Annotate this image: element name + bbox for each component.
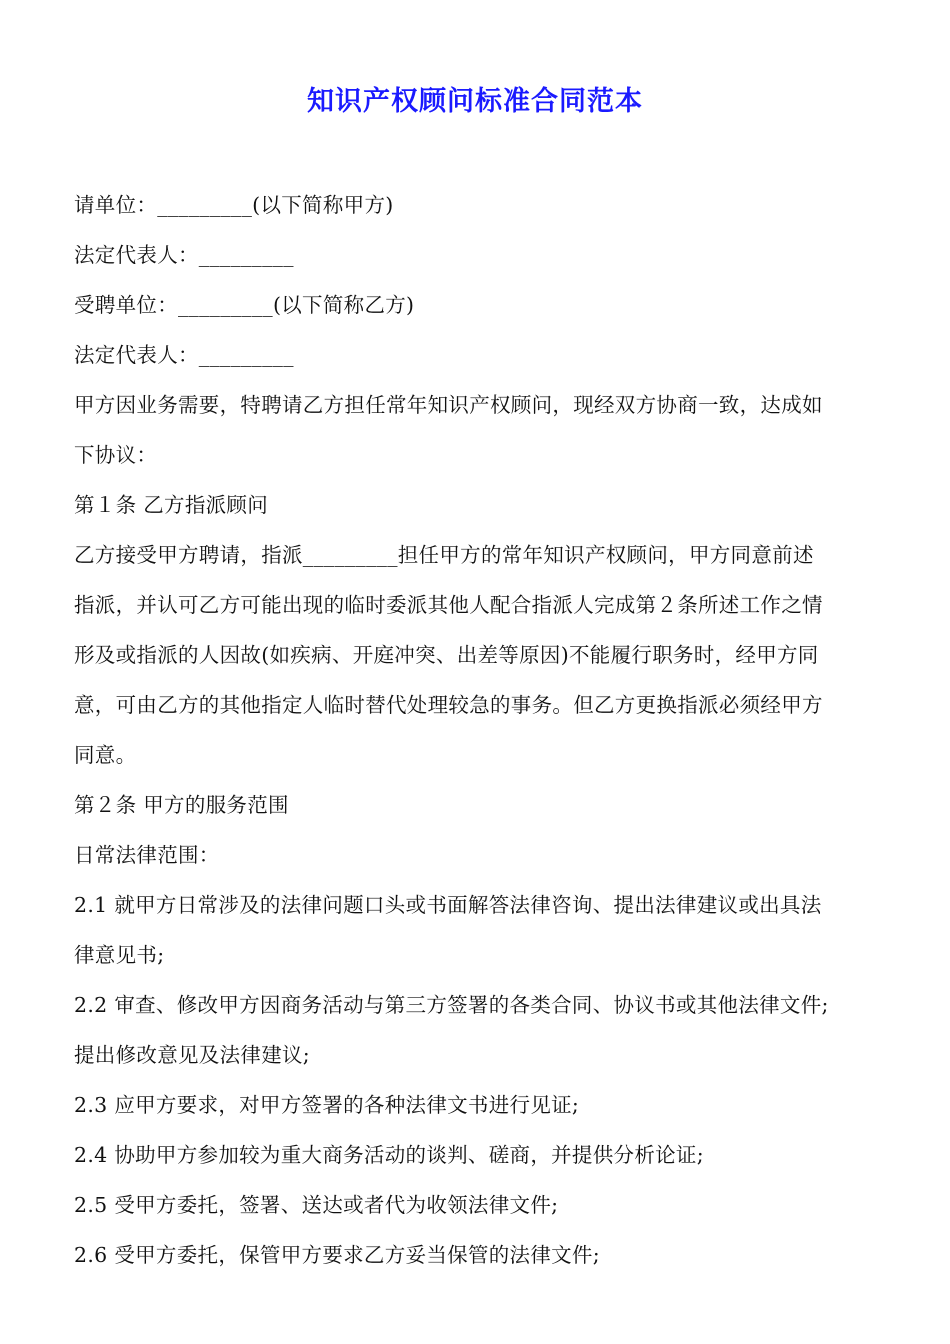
text-line: 指派，并认可乙方可能出现的临时委派其他人配合指派人完成第２条所述工作之情 xyxy=(74,593,823,617)
text-line: 法定代表人：_________ xyxy=(74,343,294,367)
text-line: 请单位：_________(以下简称甲方) xyxy=(74,193,394,217)
text-line: 受聘单位：_________(以下简称乙方) xyxy=(74,293,415,317)
text-line: 形及或指派的人因故(如疾病、开庭冲突、出差等原因)不能履行职务时，经甲方同 xyxy=(74,643,819,667)
text-line: 同意。 xyxy=(74,743,137,767)
clause-line: 2.5 受甲方委托，签署、送达或者代为收领法律文件; xyxy=(74,1193,559,1217)
clause-line: 2.1 就甲方日常涉及的法律问题口头或书面解答法律咨询、提出法律建议或出具法 xyxy=(74,893,822,917)
clause-line: 2.4 协助甲方参加较为重大商务活动的谈判、磋商，并提供分析论证; xyxy=(74,1143,704,1167)
document-body xyxy=(74,180,894,1280)
text-line: 意，可由乙方的其他指定人临时替代处理较急的事务。但乙方更换指派必须经甲方 xyxy=(74,693,823,717)
article-heading: 第１条 乙方指派顾问 xyxy=(74,493,269,517)
text-line: 下协议： xyxy=(74,443,158,467)
clause-line: 2.3 应甲方要求，对甲方签署的各种法律文书进行见证; xyxy=(74,1093,580,1117)
text-line: 乙方接受甲方聘请，指派_________担任甲方的常年知识产权顾问，甲方同意前述 xyxy=(74,543,814,567)
text-line: 甲方因业务需要，特聘请乙方担任常年知识产权顾问，现经双方协商一致，达成如 xyxy=(74,393,823,417)
article-heading: 第２条 甲方的服务范围 xyxy=(74,793,289,817)
clause-line: 2.6 受甲方委托，保管甲方要求乙方妥当保管的法律文件; xyxy=(74,1243,600,1267)
document-title: 知识产权顾问标准合同范本 xyxy=(307,86,643,117)
text-line: 法定代表人：_________ xyxy=(74,243,294,267)
text-line: 提出修改意见及法律建议; xyxy=(74,1043,311,1067)
text-line: 日常法律范围： xyxy=(74,843,220,867)
clause-line: 2.2 审查、修改甲方因商务活动与第三方签署的各类合同、协议书或其他法律文件; xyxy=(74,993,829,1017)
text-line: 律意见书; xyxy=(74,943,165,967)
